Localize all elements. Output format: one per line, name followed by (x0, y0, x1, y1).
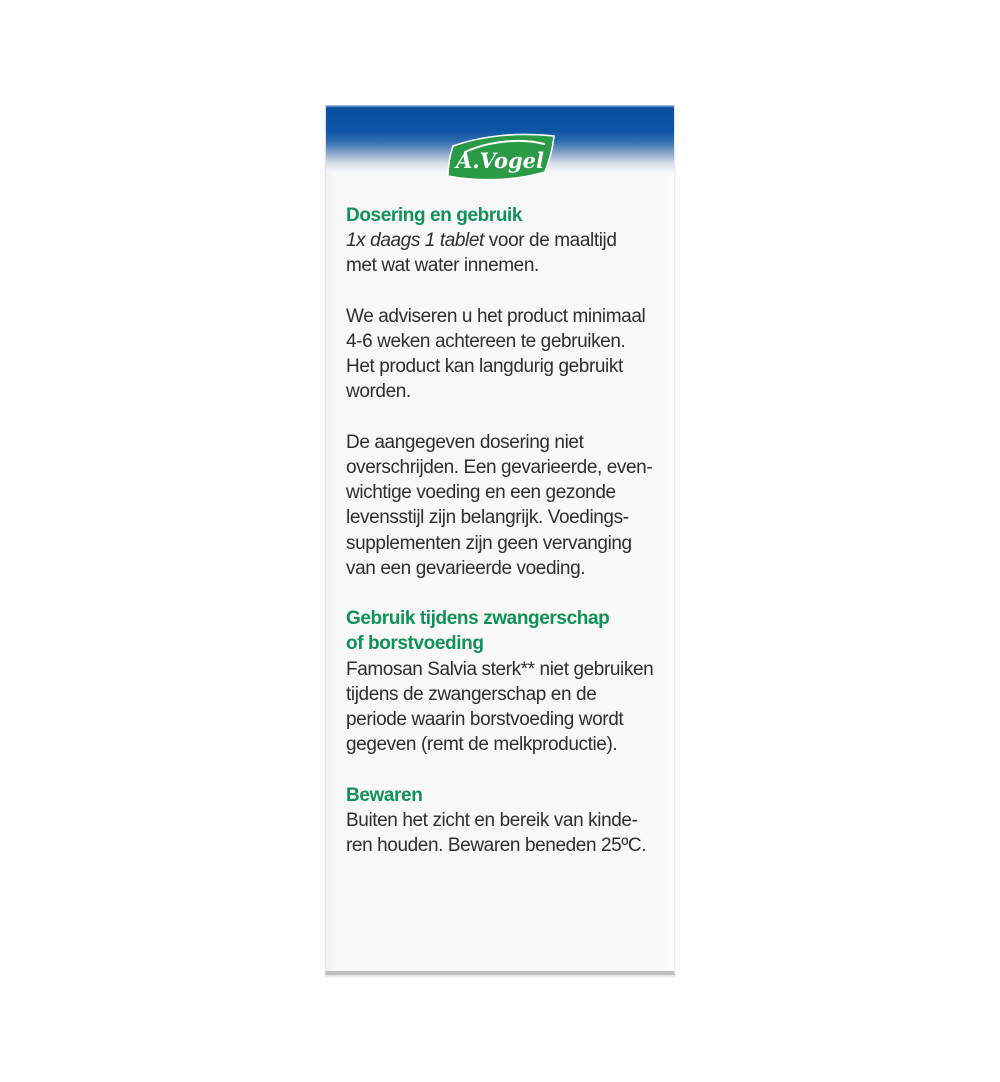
text-line: met wat water innemen. (346, 255, 539, 277)
package-side-panel (325, 105, 675, 975)
text-line: gegeven (remt de melkproductie). (346, 734, 618, 756)
text-line: supplementen zijn geen vervanging (346, 532, 632, 554)
text-line: ren houden. Bewaren beneden 25ºC. (346, 835, 647, 857)
text-line: 4-6 weken achtereen te gebruiken. (346, 331, 626, 352)
text-line: De aangegeven dosering niet (346, 431, 584, 453)
section-heading: Dosering en gebruik (346, 205, 523, 226)
section-heading: Bewaren (346, 784, 423, 806)
text-line: overschrijden. Een gevarieerde, even- (346, 457, 653, 478)
text-line: Het product kan langdurig gebruikt (346, 356, 623, 378)
text-line: wichtige voeding en een gezonde (346, 482, 616, 504)
avogel-logo (441, 130, 561, 184)
panel-text (346, 203, 664, 858)
dosage-italic: 1x daags 1 tablet (346, 230, 484, 252)
section-dosering (346, 203, 664, 279)
text-line: van een gevarieerde voeding. (346, 557, 586, 579)
dosage-rest: voor de maaltijd (483, 230, 617, 252)
text-line (346, 228, 664, 253)
text-line: levensstijl zijn belangrijk. Voedings- (346, 507, 629, 529)
section-heading: Gebruik tijdens zwangerschap (346, 608, 610, 630)
text-line: periode waarin borstvoeding wordt (346, 709, 624, 731)
text-line: tijdens de zwangerschap en de (346, 683, 597, 705)
text-line: Buiten het zicht en bereik van kinde- (346, 809, 638, 831)
text-line: Famosan Salvia sterk** niet gebruiken (346, 658, 654, 680)
section-bewaren (346, 783, 664, 859)
section-waarschuwing (346, 430, 664, 581)
text-line: We adviseren u het product minimaal (346, 305, 646, 327)
section-heading: of borstvoeding (346, 633, 484, 655)
section-advies (346, 304, 664, 405)
section-zwangerschap (346, 606, 664, 757)
avogel-logo-icon (441, 130, 561, 184)
text-line: worden. (346, 381, 411, 403)
logo-text: A.Vogel (456, 148, 544, 173)
